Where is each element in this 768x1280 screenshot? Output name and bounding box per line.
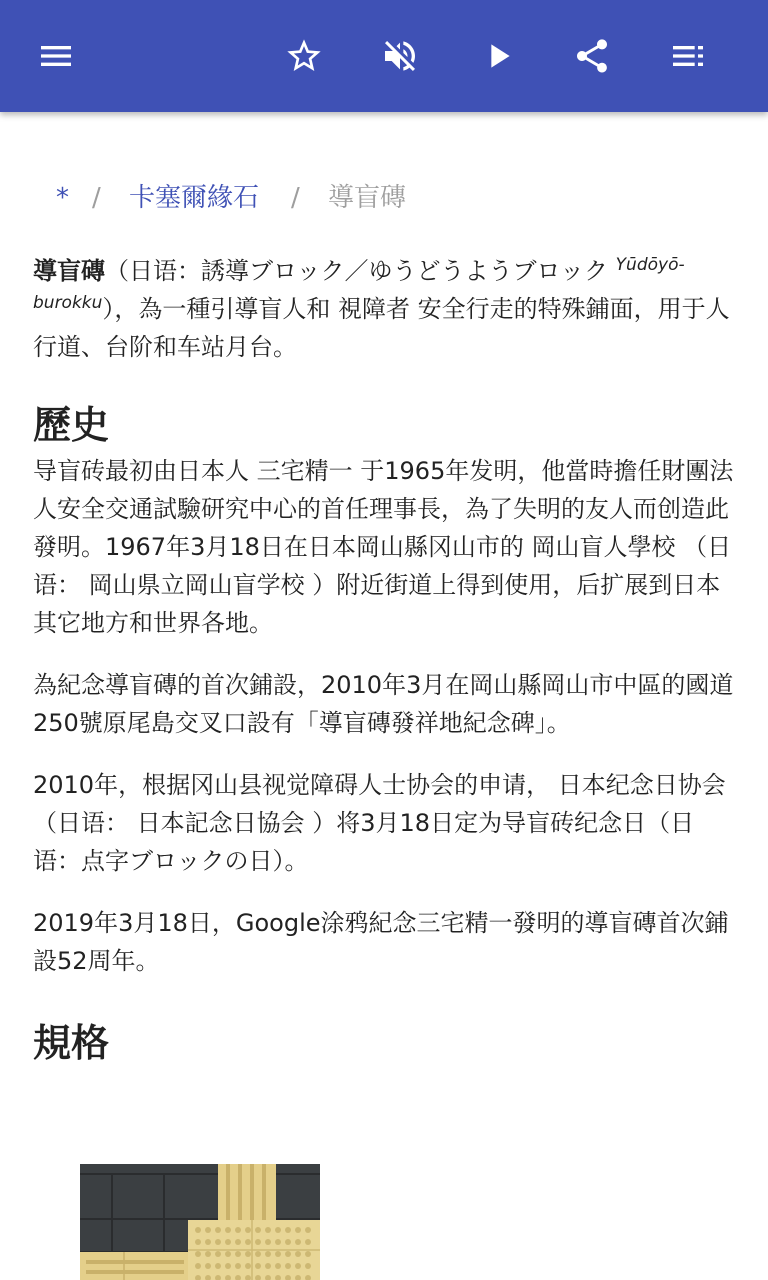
play-button[interactable] <box>470 28 526 84</box>
article-term: 導盲磚 <box>33 257 105 285</box>
history-paragraph: 2010年，根据冈山县视觉障碍人士协会的申请， 日本纪念日协会 （日语： 日本記念日協会 ）将3月18日定为导盲砖纪念日（日语：点字ブロックの日）。 <box>33 771 726 875</box>
lead-text: （日语：誘導ブロック／ゆうどうようブロック <box>105 257 616 285</box>
menu-button[interactable] <box>28 28 84 84</box>
share-icon <box>572 36 612 76</box>
breadcrumb-parent-link[interactable]: 卡塞爾緣石 <box>129 183 260 213</box>
contents-button[interactable] <box>660 28 716 84</box>
volume-off-icon <box>380 36 420 76</box>
tactile-paving-photo <box>80 1164 320 1280</box>
history-paragraph: 导盲砖最初由日本人 三宅精一 于1965年发明，他當時擔任財團法人安全交通試驗研究中心的首任理事長，為了失明的友人而创造此發明。1967年3月18日在日本岡山縣冈山市的 岡山盲人學校 （日语： 岡山県立岡山盲学校 ）附近街道上得到使用，后扩展到日本其它地方和世界各地。 <box>33 457 734 637</box>
section-heading-spec: 規格 <box>33 1021 110 1065</box>
share-button[interactable] <box>564 28 620 84</box>
breadcrumb-root-link[interactable]: * <box>56 183 69 213</box>
breadcrumb-separator: / <box>291 183 300 213</box>
breadcrumb-separator: / <box>92 183 101 213</box>
article-body <box>33 252 735 1070</box>
lead-text: ），為一種引導盲人和 視障者 安全行走的特殊鋪面，用于人行道、台阶和车站月台。 <box>33 295 730 361</box>
section-heading-history: 歷史 <box>33 403 110 447</box>
history-paragraph: 為紀念導盲磚的首次鋪設，2010年3月在岡山縣岡山市中區的國道250號原尾島交叉口設有「導盲磚發祥地紀念碑」。 <box>33 671 734 737</box>
lead-paragraph <box>33 252 735 366</box>
star-outline-icon <box>284 36 324 76</box>
tactile-paving-image[interactable] <box>80 1164 320 1280</box>
romaji-annotation: Yūdōyō-burokku <box>33 255 685 313</box>
breadcrumb <box>0 178 768 218</box>
play-icon <box>478 36 518 76</box>
list-icon <box>668 36 708 76</box>
breadcrumb-current: 導盲磚 <box>328 183 407 213</box>
mute-button[interactable] <box>372 28 428 84</box>
bookmark-button[interactable] <box>276 28 332 84</box>
menu-icon <box>36 36 76 76</box>
app-bar <box>0 0 768 112</box>
history-paragraph: 2019年3月18日，Google涂鸦紀念三宅精一發明的導盲磚首次鋪設52周年。 <box>33 909 729 975</box>
